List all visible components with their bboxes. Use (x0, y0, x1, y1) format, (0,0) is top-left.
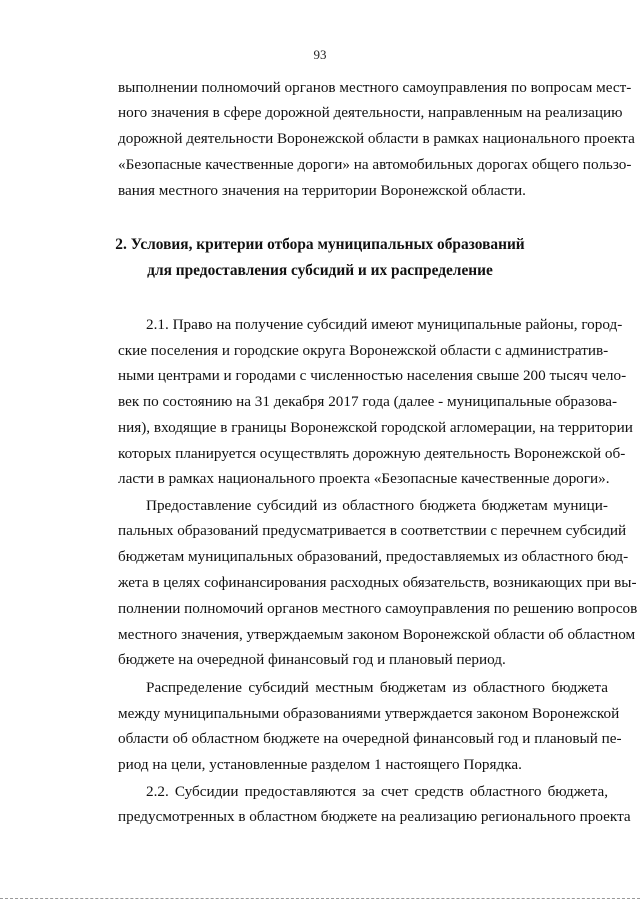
paragraph-line: области об областном бюджете на очередной финансовый год и плановый пе- (118, 730, 622, 747)
paragraph-line: ными центрами и городами с численностью населения свыше 200 тысяч чело- (118, 367, 627, 384)
paragraph-line: век по состоянию на 31 декабря 2017 года (далее - муниципальные образова- (118, 393, 618, 410)
paragraph-line: между муниципальными образованиями утверждается законом Воронежской (118, 705, 620, 722)
scan-edge-line (0, 898, 640, 899)
paragraph-line: Предоставление субсидий из областного бюджета бюджетам муници- (146, 497, 608, 514)
intro-line: вания местного значения на территории Воронежской области. (118, 182, 526, 199)
paragraph-line: 2.1. Право на получение субсидий имеют муниципальные районы, город- (146, 316, 623, 333)
paragraph-line: местного значения, утверждаемым законом Воронежской области об областном (118, 626, 636, 643)
paragraph-line: бюджете на очередной финансовый год и плановый период. (118, 651, 506, 668)
intro-line: «Безопасные качественные дороги» на автомобильных дорогах общего пользо- (118, 156, 632, 173)
page-number: 93 (313, 47, 327, 62)
paragraph-line: которых планируется осуществлять дорожную деятельность Воронежской об- (118, 445, 626, 462)
paragraph-line: ские поселения и городские округа Воронежской области с административ- (118, 342, 609, 359)
paragraph-line: пальных образований предусматривается в соответствии с перечнем субсидий (118, 522, 627, 539)
paragraph-line: ния), входящие в границы Воронежской городской агломерации, на территории (118, 419, 633, 436)
paragraph-line: риод на цели, установленные разделом 1 настоящего Порядка. (118, 756, 522, 773)
intro-line: дорожной деятельности Воронежской области в рамках национального проекта (118, 130, 635, 147)
paragraph-line: жета в целях софинансирования расходных обязательств, возникающих при вы- (118, 574, 637, 591)
paragraph-line: предусмотренных в областном бюджете на реализацию регионального проекта (118, 808, 631, 825)
intro-line: ного значения в сфере дорожной деятельности, направленным на реализацию (118, 104, 623, 121)
paragraph-line: ласти в рамках национального проекта «Безопасные качественные дороги». (118, 470, 610, 487)
section-heading-line: для предоставления субсидий и их распределение (147, 262, 493, 279)
intro-line: выполнении полномочий органов местного самоуправления по вопросам мест- (118, 79, 632, 96)
paragraph-line: Распределение субсидий местным бюджетам из областного бюджета (146, 679, 608, 696)
paragraph-line: полнении полномочий органов местного самоуправления по решению вопросов (118, 600, 638, 617)
paragraph-line: бюджетам муниципальных образований, предоставляемых из областного бюд- (118, 548, 629, 565)
section-heading-line: 2. Условия, критерии отбора муниципальных образований (115, 236, 525, 253)
paragraph-line: 2.2. Субсидии предоставляются за счет средств областного бюджета, (146, 783, 608, 800)
